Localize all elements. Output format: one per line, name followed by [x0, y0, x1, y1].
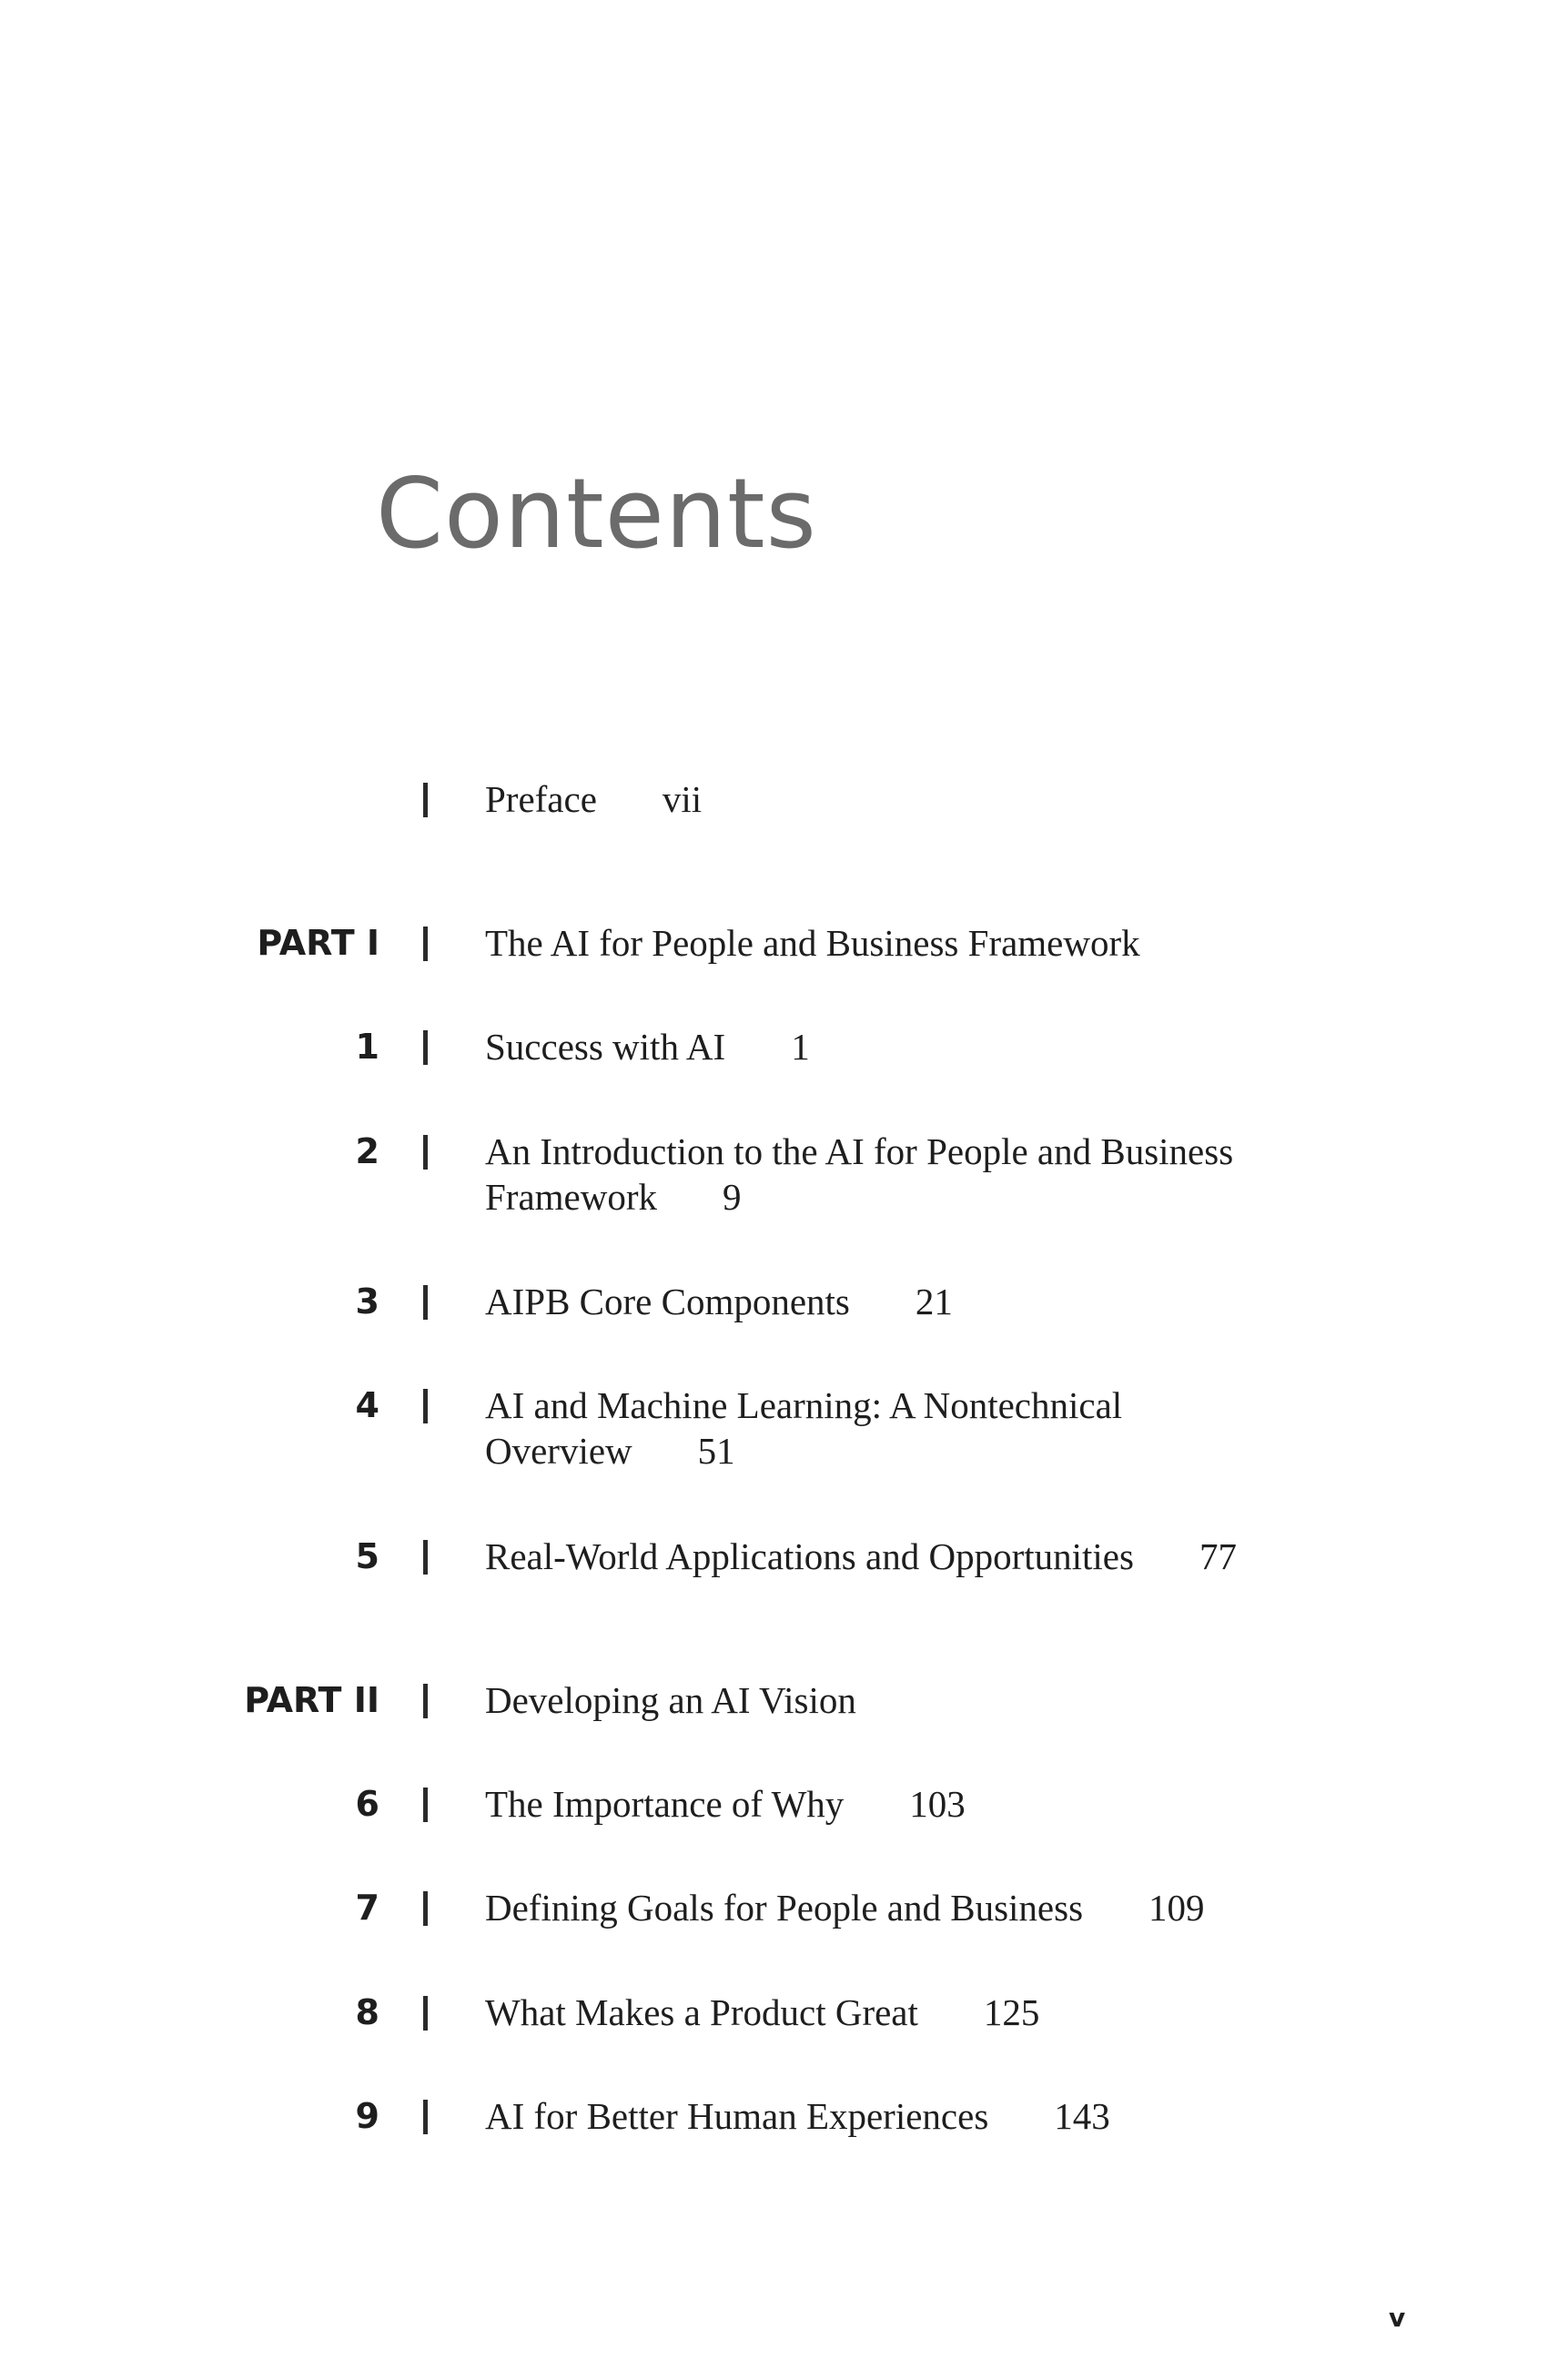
entry-text: [485, 1990, 1359, 2035]
separator-bar: [423, 783, 428, 817]
entry-label: 9: [355, 2096, 379, 2136]
entry-page-number: 51: [697, 1430, 735, 1472]
entry-title: Developing an AI Vision: [485, 1679, 856, 1721]
entry-title: An Introduction to the AI for People and Business Framework: [485, 1130, 1234, 1218]
entry-text: [485, 2093, 1359, 2139]
entry-label: PART II: [244, 1680, 379, 1720]
entry-label: 4: [355, 1385, 379, 1425]
entry-text: [485, 1129, 1359, 1220]
entry-title: What Makes a Product Great: [485, 1991, 918, 2033]
page-folio: v: [1389, 2303, 1406, 2333]
page-title: Contents: [376, 458, 817, 570]
separator-bar: [423, 1788, 428, 1822]
entry-page-number: 109: [1148, 1887, 1205, 1929]
separator-bar: [423, 927, 428, 961]
separator-bar: [423, 1030, 428, 1065]
entry-title: Defining Goals for People and Business: [485, 1887, 1084, 1929]
entry-label: 1: [355, 1027, 379, 1067]
entry-text: [485, 1382, 1340, 1474]
entry-text: [485, 776, 1359, 822]
separator-bar: [423, 1996, 428, 2031]
entry-page-number: 1: [791, 1026, 810, 1068]
entry-title: AI and Machine Learning: A Nontechnical Overview: [485, 1384, 1123, 1472]
separator-bar: [423, 1891, 428, 1926]
entry-page-number: vii: [662, 778, 703, 820]
separator-bar: [423, 1285, 428, 1320]
entry-title: Success with AI: [485, 1026, 726, 1068]
entry-title: The Importance of Why: [485, 1783, 845, 1825]
entry-page-number: 21: [915, 1281, 953, 1322]
entry-page-number: 103: [909, 1783, 966, 1825]
entry-text: [485, 920, 1359, 966]
entry-text: [485, 1677, 1359, 1723]
entry-title: AI for Better Human Experiences: [485, 2095, 989, 2137]
separator-bar: [423, 1135, 428, 1170]
entry-title: Preface: [485, 778, 597, 820]
separator-bar: [423, 1684, 428, 1718]
entry-page-number: 125: [983, 1991, 1040, 2033]
entry-title: AIPB Core Components: [485, 1281, 850, 1322]
entry-page-number: 143: [1054, 2095, 1110, 2137]
entry-label: 7: [355, 1888, 379, 1928]
entry-label: 6: [355, 1784, 379, 1824]
entry-text: [485, 1781, 1359, 1827]
entry-label: 8: [355, 1992, 379, 2032]
entry-title: Real-World Applications and Opportunities: [485, 1535, 1134, 1577]
entry-label: 5: [355, 1536, 379, 1576]
entry-text: [485, 1534, 1359, 1579]
entry-page-number: 77: [1199, 1535, 1237, 1577]
separator-bar: [423, 1389, 428, 1423]
entry-page-number: 9: [723, 1176, 742, 1218]
separator-bar: [423, 1540, 428, 1575]
separator-bar: [423, 2100, 428, 2134]
entry-label: PART I: [257, 923, 379, 963]
entry-text: [485, 1024, 1359, 1069]
entry-text: [485, 1885, 1359, 1930]
entry-title: The AI for People and Business Framework: [485, 922, 1140, 964]
entry-label: 2: [355, 1131, 379, 1171]
entry-text: [485, 1279, 1359, 1324]
entry-label: 3: [355, 1281, 379, 1322]
